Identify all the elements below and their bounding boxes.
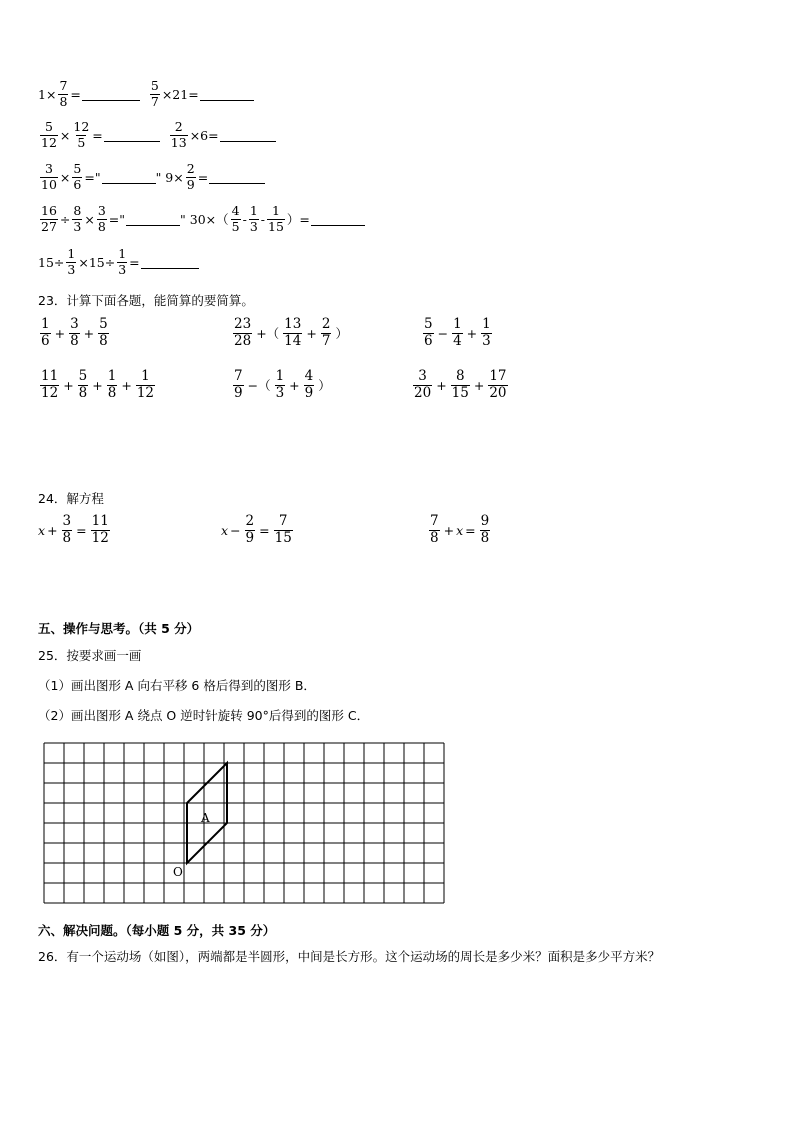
operator: + — [306, 325, 317, 341]
text: 1× — [38, 86, 57, 102]
fraction: $\frac{5}{8}$ — [78, 368, 88, 401]
fraction: $\frac{1}{3}$ — [249, 203, 258, 234]
question-25-title: 25．按要求画一画 — [38, 648, 142, 663]
equals: = — [92, 127, 103, 143]
text: - — [242, 211, 247, 227]
question-24-title: 24．解方程 — [38, 491, 104, 506]
fraction: $\frac{3}{10}$ — [41, 161, 57, 192]
fraction: $\frac{2}{9}$ — [245, 513, 255, 546]
fraction: $\frac{1}{8}$ — [107, 368, 117, 401]
text: ×21= — [161, 86, 199, 102]
variable-x: x — [221, 522, 229, 538]
fraction: $\frac{4}{9}$ — [304, 368, 314, 401]
operator: ） — [318, 378, 331, 393]
text: × — [84, 211, 95, 227]
fraction: $\frac{12}{5}$ — [73, 119, 90, 150]
fraction: $\frac{8}{3}$ — [73, 203, 82, 234]
fraction: $\frac{1}{6}$ — [41, 316, 50, 349]
text: ×6= — [189, 127, 219, 143]
fraction: $\frac{11}{12}$ — [41, 368, 59, 401]
operator: −（ — [247, 378, 271, 393]
fraction: $\frac{7}{15}$ — [274, 513, 292, 546]
equals: =" — [84, 169, 101, 185]
text: × — [59, 169, 71, 185]
operator: ） — [335, 326, 348, 341]
text: ×15÷ — [78, 254, 116, 270]
fraction: $\frac{1}{3}$ — [482, 316, 491, 349]
operator: +（ — [256, 326, 280, 341]
operator: + — [47, 522, 58, 538]
label-a: A — [201, 811, 210, 825]
text: = — [197, 169, 209, 185]
fraction: $\frac{13}{14}$ — [284, 316, 302, 349]
operator: = — [465, 522, 476, 538]
fraction: $\frac{2}{13}$ — [170, 119, 187, 150]
fraction: $\frac{5}{6}$ — [424, 316, 433, 349]
fraction: $\frac{1}{3}$ — [118, 246, 127, 277]
fraction: $\frac{1}{3}$ — [275, 368, 285, 401]
operator: + — [92, 377, 103, 393]
operator: + — [121, 377, 132, 393]
operator: − — [437, 325, 449, 341]
fraction: $\frac{1}{15}$ — [268, 203, 284, 234]
question-26-text: 26．有一个运动场（如图），两端都是半圆形，中间是长方形。这个运动场的周长是多少米？面积是多少平方米？ — [38, 949, 661, 964]
text: ）= — [286, 212, 310, 227]
question-23-title: 23．计算下面各题，能简算的要简算。 — [38, 293, 254, 308]
operator: = — [259, 522, 270, 538]
fraction: $\frac{3}{8}$ — [62, 513, 72, 546]
operator: − — [230, 522, 241, 538]
fraction: $\frac{1}{3}$ — [67, 246, 76, 277]
text: " 30×（ — [180, 212, 229, 227]
label-o: O — [173, 865, 183, 879]
section-6-heading: 六、解决问题。（每小题 5 分，共 35 分） — [38, 923, 276, 938]
fraction: $\frac{3}{8}$ — [97, 203, 106, 234]
operator: + — [443, 522, 455, 538]
fraction: $\frac{1}{12}$ — [136, 368, 155, 401]
text: ÷ — [59, 211, 71, 227]
fraction: $\frac{16}{27}$ — [41, 203, 57, 234]
fraction: $\frac{7}{8}$ — [59, 78, 68, 109]
variable-x: x — [456, 522, 464, 538]
operator: + — [473, 377, 485, 393]
question-25-sub-2: （2）画出图形 A 绕点 O 逆时针旋转 90°后得到的图形 C． — [38, 708, 370, 723]
operator: = — [76, 522, 87, 538]
fraction: $\frac{5}{6}$ — [73, 161, 82, 192]
section-5-heading: 五、操作与思考。（共 5 分） — [38, 621, 200, 636]
fraction: $\frac{9}{8}$ — [480, 513, 490, 546]
fraction: $\frac{5}{7}$ — [150, 78, 159, 109]
fraction: $\frac{2}{9}$ — [186, 161, 195, 192]
fraction: $\frac{3}{20}$ — [414, 368, 432, 401]
fraction: $\frac{4}{5}$ — [231, 203, 240, 234]
text: " 9× — [155, 169, 184, 185]
operator: + — [466, 325, 478, 341]
text: - — [260, 211, 265, 227]
operator: + — [436, 377, 447, 393]
equals: = — [70, 86, 81, 102]
text: 15÷ — [38, 254, 65, 270]
text: = — [129, 254, 140, 270]
text: × — [59, 127, 71, 143]
variable-x: x — [38, 522, 46, 538]
fraction: $\frac{23}{28}$ — [234, 316, 252, 349]
fraction: $\frac{5}{8}$ — [99, 316, 108, 349]
operator: + — [63, 377, 74, 393]
fraction: $\frac{5}{12}$ — [41, 119, 57, 150]
operator: + — [54, 325, 66, 341]
fraction: $\frac{8}{15}$ — [451, 368, 469, 401]
fraction: $\frac{11}{12}$ — [91, 513, 109, 546]
equals: =" — [108, 211, 126, 227]
fraction: $\frac{7}{8}$ — [430, 513, 439, 546]
question-25-sub-1: （1）画出图形 A 向右平移 6 格后得到的图形 B． — [38, 678, 316, 693]
operator: + — [289, 377, 300, 393]
fraction: $\frac{17}{20}$ — [489, 368, 507, 401]
fraction: $\frac{1}{4}$ — [453, 316, 462, 349]
fraction: $\frac{2}{7}$ — [321, 316, 331, 349]
fraction: $\frac{3}{8}$ — [70, 316, 79, 349]
operator: + — [83, 325, 95, 341]
fraction: $\frac{7}{9}$ — [234, 368, 243, 401]
